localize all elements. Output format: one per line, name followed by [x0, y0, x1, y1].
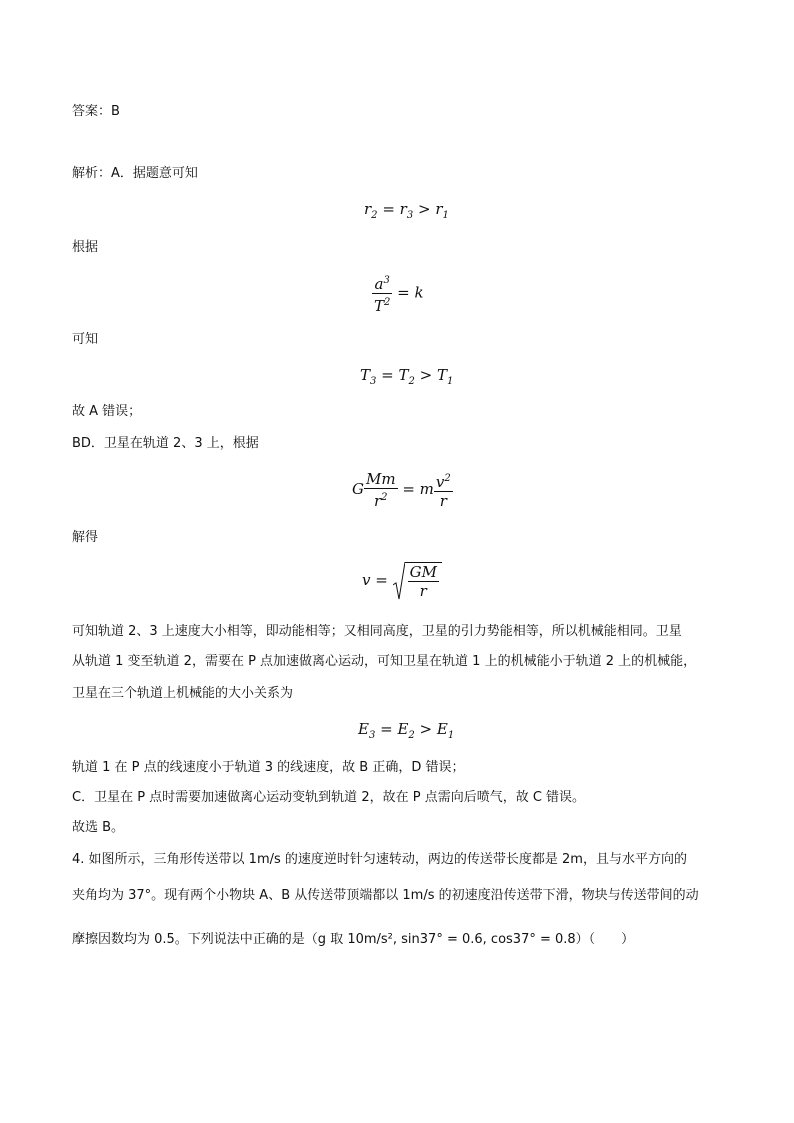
equation-gravity: G $\frac{Mm}{r^2}$ = m $\frac{v^2}{r}$	[352, 470, 451, 510]
sqrt-sign-icon	[393, 562, 405, 600]
question-4-line-2: 夹角均为 37°。现有两个小物块 A、B 从传送带顶端都以 1m/s 的初速度沿传送带下滑，物块与传送带间的动	[72, 888, 699, 903]
equation-velocity: v = $\frac{GM}{r}$	[362, 562, 442, 600]
equation-energies: $E_3 = E_2 > E_1$	[358, 720, 455, 741]
para-line-1: 可知轨道 2、3 上速度大小相等，即动能相等；又相同高度，卫星的引力势能相等，所以机械能相同。卫星	[72, 624, 682, 639]
equation-radii: $r_2 = r_3 > r_1$	[364, 200, 449, 221]
text-kezhi: 可知	[72, 332, 99, 347]
equation-periods: $T_3 = T_2 > T_1$	[360, 366, 454, 387]
question-4-line-3: 摩擦因数均为 0.5。下列说法中正确的是（g 取 10m/s², sin37° = 0.6, cos37° = 0.8）（ ）	[72, 932, 635, 947]
text-bd: BD．卫星在轨道 2、3 上，根据	[72, 436, 259, 451]
text-c: C．卫星在 P 点时需要加速做离心运动变轨到轨道 2，故在 P 点需向后喷气，故 C 错误。	[72, 790, 586, 805]
text-genju-1: 根据	[72, 240, 99, 255]
equation-kepler: $\frac{a^3}{T^2}$ = k	[372, 272, 424, 315]
analysis-intro: 解析：A．据题意可知	[72, 166, 198, 181]
text-jiede: 解得	[72, 530, 99, 545]
text-a-wrong: 故 A 错误；	[72, 404, 142, 419]
text-orbit1: 轨道 1 在 P 点的线速度小于轨道 3 的线速度，故 B 正确，D 错误；	[72, 760, 465, 775]
para-line-2: 从轨道 1 变至轨道 2，需要在 P 点加速做离心运动，可知卫星在轨道 1 上的机械能小于轨道 2 上的机械能，	[72, 654, 697, 669]
text-select: 故选 B。	[72, 820, 125, 835]
answer-line: 答案：B	[72, 104, 120, 119]
question-4-line-1: 4. 如图所示，三角形传送带以 1m/s 的速度逆时针匀速转动，两边的传送带长度都是 2m，且与水平方向的	[72, 852, 687, 867]
para-line-3: 卫星在三个轨道上机械能的大小关系为	[72, 686, 294, 701]
